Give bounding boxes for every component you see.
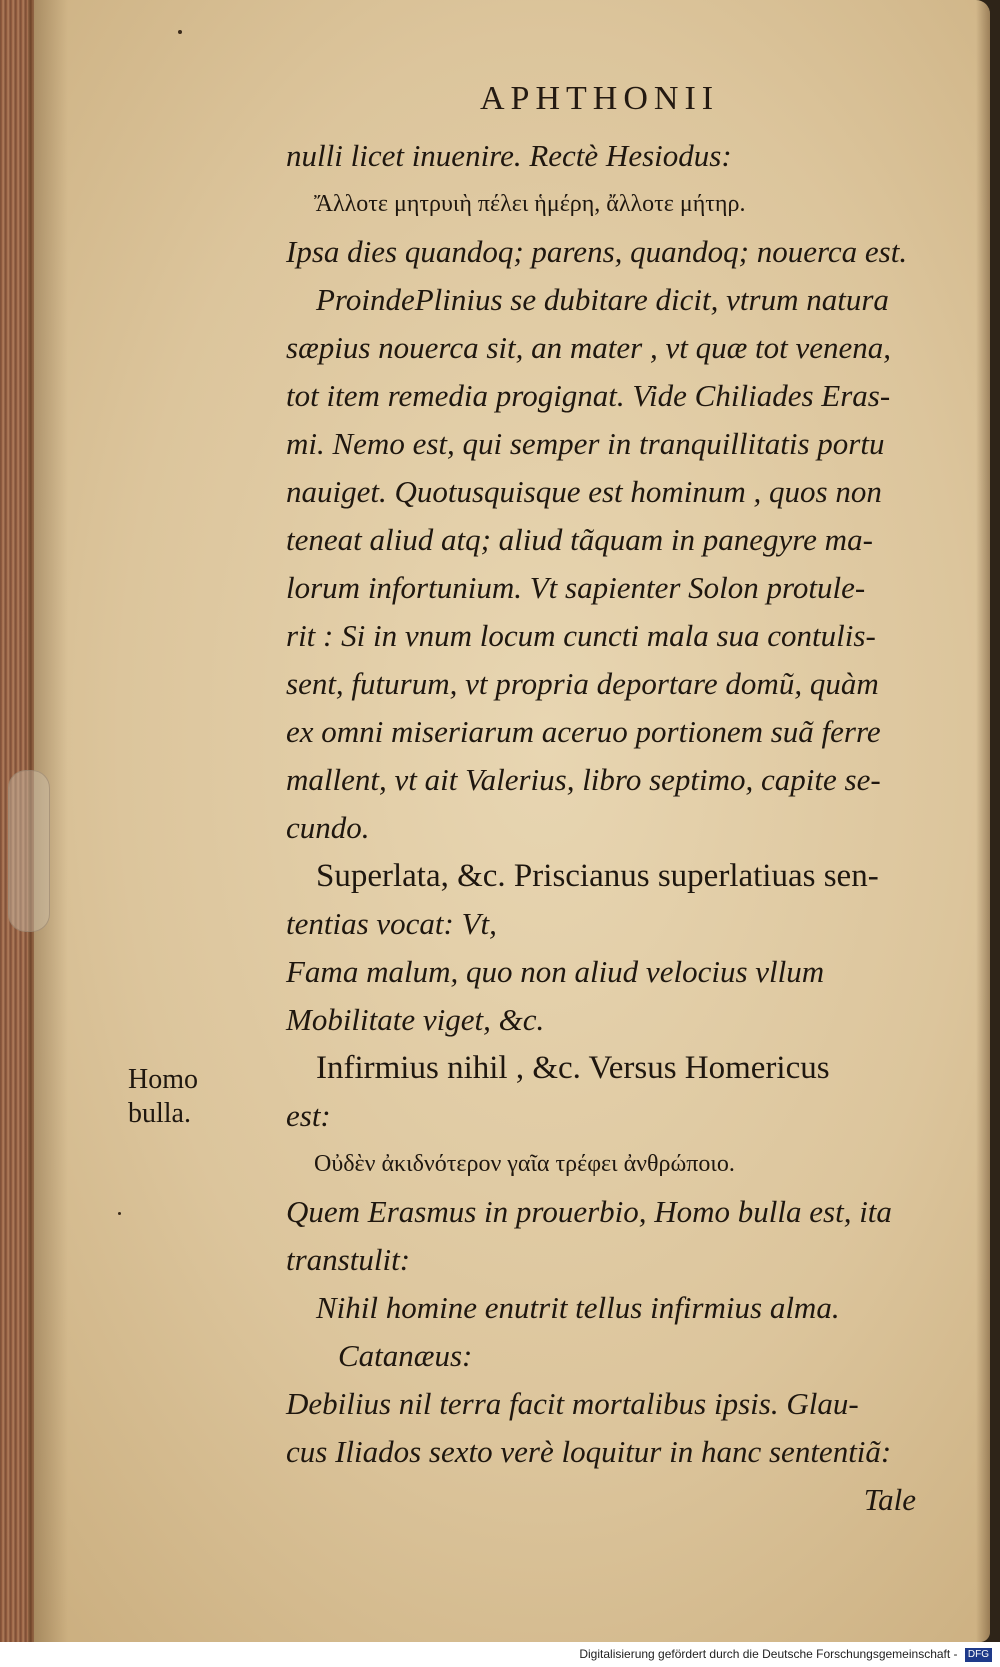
text-line: teneat aliud atq; aliud tãquam in panegyre ma- [286, 522, 873, 557]
text-line: Ipsa dies quandoq; parens, quandoq; nouerca est. [286, 234, 908, 269]
margin-note-line: Homo [128, 1064, 198, 1095]
page-right-edge [976, 0, 990, 1642]
ink-speck [118, 1212, 121, 1215]
page-clip [8, 770, 50, 932]
text-line: rit : Si in vnum locum cuncti mala sua contulis- [286, 618, 876, 653]
text-line: cundo. [286, 810, 370, 845]
dfg-logo: DFG [965, 1648, 992, 1662]
text-line: Mobilitate viget, &c. [286, 1002, 545, 1037]
text-line: nauiget. Quotusquisque est hominum , quos non [286, 474, 882, 509]
text-line: tentias vocat: Vt, [286, 906, 497, 941]
text-line: sæpius nouerca sit, an mater , vt quæ tot venena, [286, 330, 892, 365]
text-line: Ἄλλοτε μητρυιὴ πέλει ἡμέρη, ἄλλοτε μήτηρ. [314, 191, 746, 217]
text-line: transtulit: [286, 1242, 411, 1277]
text-line: mallent, vt ait Valerius, libro septimo, capite se- [286, 762, 881, 797]
text-line: Nihil homine enutrit tellus infirmius alma. [316, 1290, 840, 1325]
text-line: ProindePlinius se dubitare dicit, vtrum natura [316, 282, 889, 317]
ink-speck [178, 30, 182, 34]
body-text [286, 132, 966, 1524]
text-line: sent, futurum, vt propria deportare domũ, quàm [286, 666, 879, 701]
margin-note-line: bulla. [128, 1098, 191, 1129]
footer-text: Digitalisierung gefördert durch die Deutsche Forschungsgemeinschaft - [579, 1647, 958, 1661]
text-line: tot item remedia progignat. Vide Chiliades Eras- [286, 378, 891, 413]
text-line: nulli licet inuenire. Rectè Hesiodus: [286, 138, 732, 173]
text-line: Superlata, &c. Priscianus superlatiuas sen- [316, 858, 879, 894]
text-line: cus Iliados sexto verè loquitur in hanc sententiã: [286, 1434, 892, 1469]
text-line: ex omni miseriarum aceruo portionem suã ferre [286, 714, 881, 749]
text-line: Fama malum, quo non aliud velocius vllum [286, 954, 825, 989]
running-head: APHTHONII [480, 80, 720, 117]
margin-note [128, 1063, 248, 1131]
text-line: est: [286, 1098, 331, 1133]
text-line: Οὐδὲν ἀκιδνότερον γαῖα τρέφει ἀνθρώποιο. [314, 1151, 735, 1177]
text-line: Quem Erasmus in prouerbio, Homo bulla est, ita [286, 1194, 892, 1229]
text-line: Tale [863, 1482, 916, 1517]
text-line: mi. Nemo est, qui semper in tranquillitatis portu [286, 426, 885, 461]
text-line: Catanæus: [338, 1338, 473, 1373]
text-line: Infirmius nihil , &c. Versus Homericus [316, 1050, 830, 1086]
text-line: Debilius nil terra facit mortalibus ipsis. Glau- [286, 1386, 859, 1421]
digitization-footer [0, 1642, 1000, 1667]
text-line: lorum infortunium. Vt sapienter Solon protule- [286, 570, 866, 605]
